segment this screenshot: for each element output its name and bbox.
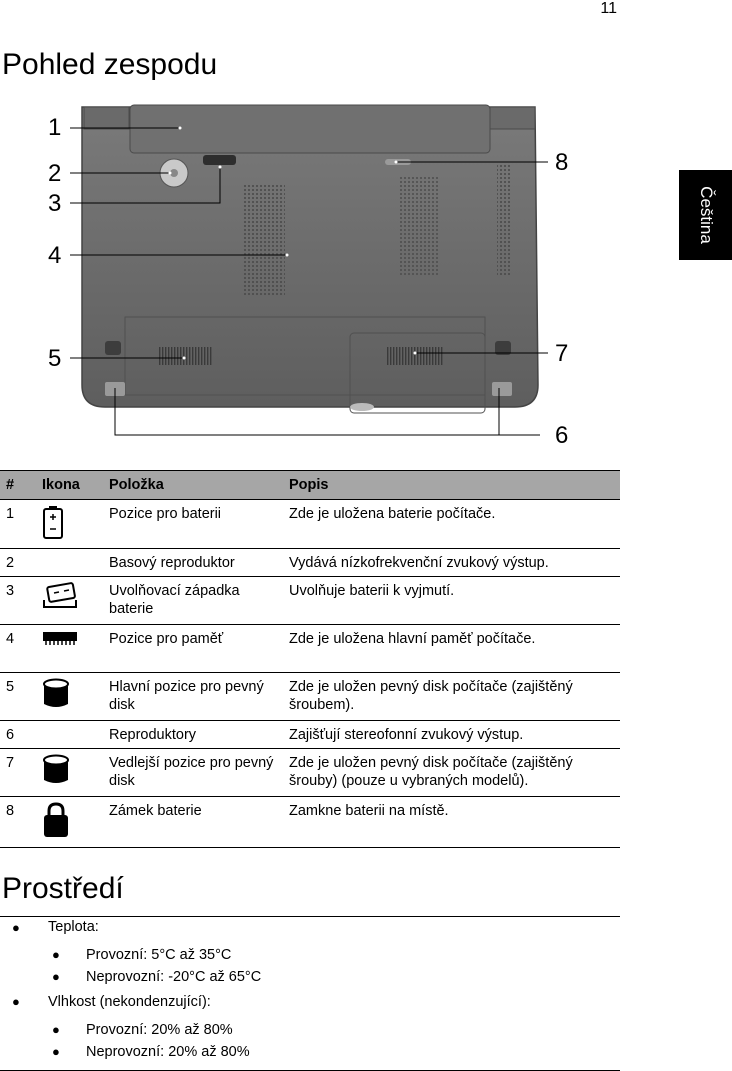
bullet-icon: ● xyxy=(52,969,60,984)
callout-5: 5 xyxy=(48,345,62,372)
language-tab xyxy=(679,170,732,260)
row-description: Uvolňuje baterii k vyjmutí. xyxy=(283,577,620,625)
callout-6: 6 xyxy=(555,422,569,449)
hard-disk-icon xyxy=(42,678,70,710)
row-description: Vydává nízkofrekvenční zvukový výstup. xyxy=(283,549,620,577)
header-item: Položka xyxy=(103,471,283,500)
battery-icon xyxy=(42,505,64,539)
row-item: Reproduktory xyxy=(103,721,283,749)
row-description: Zde je uložen pevný disk počítače (zajištěný šrouby) (pouze u vybraných modelů). xyxy=(283,749,620,797)
row-item: Uvolňovací západka baterie xyxy=(103,577,283,625)
row-number: 7 xyxy=(0,749,36,797)
table-row xyxy=(0,625,620,673)
memory-icon xyxy=(42,630,78,646)
page-number: 11 xyxy=(600,0,617,17)
header-description: Popis xyxy=(283,471,620,500)
table-row xyxy=(0,797,620,848)
laptop-bottom-illustration xyxy=(0,85,620,455)
row-number: 8 xyxy=(0,797,36,848)
list-item: Teplota: xyxy=(48,919,99,935)
lock-icon xyxy=(42,802,70,838)
row-number: 5 xyxy=(0,673,36,721)
callout-7: 7 xyxy=(555,340,569,367)
row-description: Zde je uložena baterie počítače. xyxy=(283,500,620,549)
header-icon: Ikona xyxy=(36,471,103,500)
list-item: Neprovozní: -20°C až 65°C xyxy=(86,969,262,985)
table-row xyxy=(0,749,620,797)
row-description: Zde je uložena hlavní paměť počítače. xyxy=(283,625,620,673)
callout-8: 8 xyxy=(555,149,569,176)
section-title-environment: Prostředí xyxy=(2,872,124,905)
callout-2: 2 xyxy=(48,160,62,187)
language-tab-label: Čeština xyxy=(696,186,716,244)
row-item: Pozice pro paměť xyxy=(103,625,283,673)
table-row xyxy=(0,500,620,549)
row-number: 1 xyxy=(0,500,36,549)
callout-4: 4 xyxy=(48,242,62,269)
row-item: Basový reproduktor xyxy=(103,549,283,577)
row-number: 3 xyxy=(0,577,36,625)
table-row xyxy=(0,577,620,625)
environment-list xyxy=(0,916,620,1071)
row-description: Zajišťují stereofonní zvukový výstup. xyxy=(283,721,620,749)
section-title-bottom-view: Pohled zespodu xyxy=(2,48,218,81)
callout-3: 3 xyxy=(48,190,62,217)
row-item: Pozice pro baterii xyxy=(103,500,283,549)
table-row xyxy=(0,549,620,577)
components-table xyxy=(0,470,620,848)
bullet-icon: ● xyxy=(52,1044,60,1059)
list-item: Provozní: 5°C až 35°C xyxy=(86,947,232,963)
bullet-icon: ● xyxy=(12,994,20,1009)
list-item: Vlhkost (nekondenzující): xyxy=(48,994,211,1010)
battery-release-latch-icon xyxy=(42,582,78,610)
table-row xyxy=(0,721,620,749)
row-description: Zamkne baterii na místě. xyxy=(283,797,620,848)
bullet-icon: ● xyxy=(12,920,20,935)
row-number: 2 xyxy=(0,549,36,577)
row-number: 4 xyxy=(0,625,36,673)
header-number: # xyxy=(0,471,36,500)
callout-1: 1 xyxy=(48,114,62,141)
table-row xyxy=(0,673,620,721)
row-number: 6 xyxy=(0,721,36,749)
row-item: Hlavní pozice pro pevný disk xyxy=(103,673,283,721)
bullet-icon: ● xyxy=(52,1022,60,1037)
row-description: Zde je uložen pevný disk počítače (zajištěný šroubem). xyxy=(283,673,620,721)
row-item: Zámek baterie xyxy=(103,797,283,848)
bullet-icon: ● xyxy=(52,947,60,962)
list-item: Provozní: 20% až 80% xyxy=(86,1022,233,1038)
row-item: Vedlejší pozice pro pevný disk xyxy=(103,749,283,797)
list-item: Neprovozní: 20% až 80% xyxy=(86,1044,250,1060)
hard-disk-icon xyxy=(42,754,70,786)
